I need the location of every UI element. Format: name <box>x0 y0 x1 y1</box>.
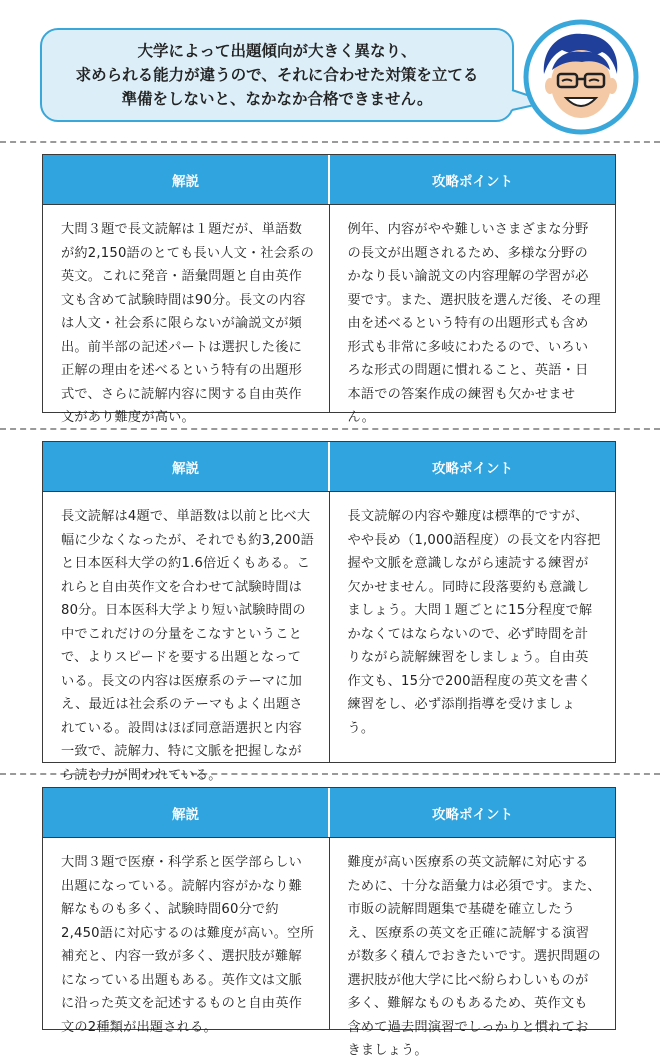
analysis-table-1 <box>42 154 616 425</box>
header-strategy-points: 攻略ポイント <box>328 442 615 491</box>
strategy-text: 例年、内容がやや難しいさまざまな分野の長文が出題されるため、多様な分野のかなり長い論説文の内容理解の学習が必要です。また、選択肢を選んだ後、その理由を述べるという特有の出題形式も含め形式も非常に多岐にわたるので、いろいろな形式の問題に慣れること、英語・日本語での答案作成の練習も欠かせません。 <box>329 205 616 412</box>
header-explanation: 解説 <box>43 788 328 837</box>
header-explanation: 解説 <box>43 155 328 204</box>
strategy-text: 難度が高い医療系の英文読解に対応するために、十分な語彙力は必須です。また、市販の読解問題集で基礎を確立したうえ、医療系の英文を正確に読解する演習が数多く積んでおきたいです。選択問題の選択肢が他大学に比べ紛らわしいものが多く、難解なものもあるため、英作文も含めて過去問演習でしっかりと慣れておきましょう。 <box>329 838 616 1029</box>
explanation-text: 大問３題で長文読解は１題だが、単語数が約2,150語のとても長い人文・社会系の英文。これに発音・語彙問題と自由英作文も含めて試験時間は90分。長文の内容は人文・社会系に限らないが論説文が頻出。前半部の記述パートは選択した後に正解の理由を述べるという特有の出題形式で、さらに読解内容に関する自由英作文があり難度が高い。 <box>61 222 314 425</box>
header-strategy-points: 攻略ポイント <box>328 155 615 204</box>
explanation-text: 大問３題で医療・科学系と医学部らしい出題になっている。読解内容がかなり難解なものも多く、試験時間60分で約2,450語に対応するのは難度が高い。空所補充と、内容一致が多く、選択肢が難解になっている出題もある。英作文は文脈に沿った英文を記述するものと自由英作文の2種類が出題される。 <box>61 855 314 1035</box>
speech-bubble-text: 大学によって出題傾向が大きく異なり、 求められる能力が違うので、それに合わせた対策を立てる 準備をしないと、なかなか合格できません。 <box>75 42 479 108</box>
strategy-text: 長文読解の内容や難度は標準的ですが、やや長め（1,000語程度）の長文を内容把握や文脈を意識しながら速読する練習が欠かせません。同時に段落要約も意識しましょう。大問１題ごとに15分程度で解かなくてはならないので、必ず時間を計りながら読解練習をしましょう。自由英作文も、15分で200語程度の英文を書く練習をし、必ず添削指導を受けましょう。 <box>329 492 616 762</box>
header-strategy-points: 攻略ポイント <box>328 788 615 837</box>
dashed-divider <box>0 141 660 143</box>
teacher-avatar-icon <box>522 18 640 136</box>
speech-bubble-body <box>40 28 514 122</box>
header-explanation: 解説 <box>43 442 328 491</box>
explanation-text: 長文読解は4題で、単語数は以前と比べ大幅に少なくなったが、それでも約3,200語と日本医科大学の約1.6倍近くもある。これらと自由英作文を合わせて試験時間は80分。日本医科大学より短い試験時間の中でこれだけの分量をこなすということで、よりスピードを要する出題となっている。長文の内容は医療系のテーマに加え、最近は社会系のテーマもよく出題されている。設問はほぼ同意語選択と内容一致で、読解力、特に文脈を把握しながら読む力が問われている。 <box>61 509 314 783</box>
analysis-table-2 <box>42 441 616 783</box>
speech-bubble <box>40 28 514 122</box>
analysis-table-3 <box>42 787 616 1058</box>
